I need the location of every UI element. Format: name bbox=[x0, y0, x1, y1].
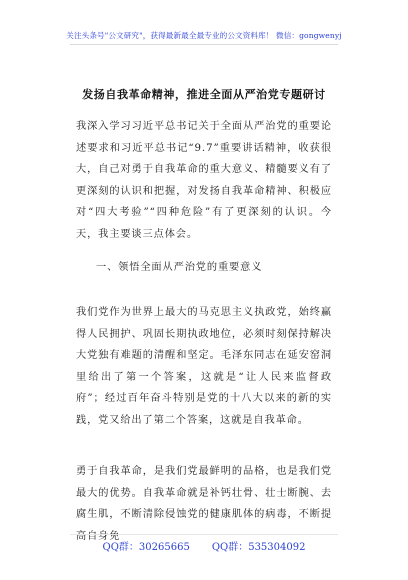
paragraph-3: 勇于自我革命，是我们党最鲜明的品格，也是我们党最大的优势。自我革命就是补钙壮骨、壮士断腕、去腐生肌，不断清除侵蚀党的健康肌体的病毒，不断提高自身免 bbox=[76, 466, 332, 542]
paragraph-intro: 我深入学习习近平总书记关于全面从严治党的重要论述要求和习近平总书记“9.7”重要讲话精神，收获很大，自己对勇于自我革命的重大意义、精髓要义有了更深刻的认识和把握，对发扬自我革命精神、积极应对“四大考验”“四种危险”有了更深刻的认识。今天，我主要谈三点体会。 bbox=[76, 121, 332, 240]
footer-qq-group-2: QQ群：535304092 bbox=[211, 542, 306, 553]
footer bbox=[0, 538, 408, 553]
footer-qq-group-1: QQ群：30265665 bbox=[102, 542, 190, 553]
header-divider bbox=[70, 44, 338, 45]
paragraph-2: 我们党作为世界上最大的马克思主义执政党，始终赢得人民拥护、巩固长期执政地位，必须时刻保持解决大党独有难题的清醒和坚定。毛泽东同志在延安窑洞里给出了第一个答案，这就是“让人民来监督政府”；经过百年奋斗特别是党的十八大以来的新的实践，党又给出了第二个答案，这就是自我革命。 bbox=[76, 307, 332, 426]
section-heading-1: 一、领悟全面从严治党的重要意义 bbox=[96, 262, 263, 273]
footer-divider bbox=[70, 534, 338, 535]
header-banner: 关注头条号"公文研究"，获得最新最全最专业的公文资料库！ 微信：gongwenyj bbox=[66, 31, 342, 40]
document-title: 发扬自我革命精神，推进全面从严治党专题研讨 bbox=[82, 88, 326, 101]
